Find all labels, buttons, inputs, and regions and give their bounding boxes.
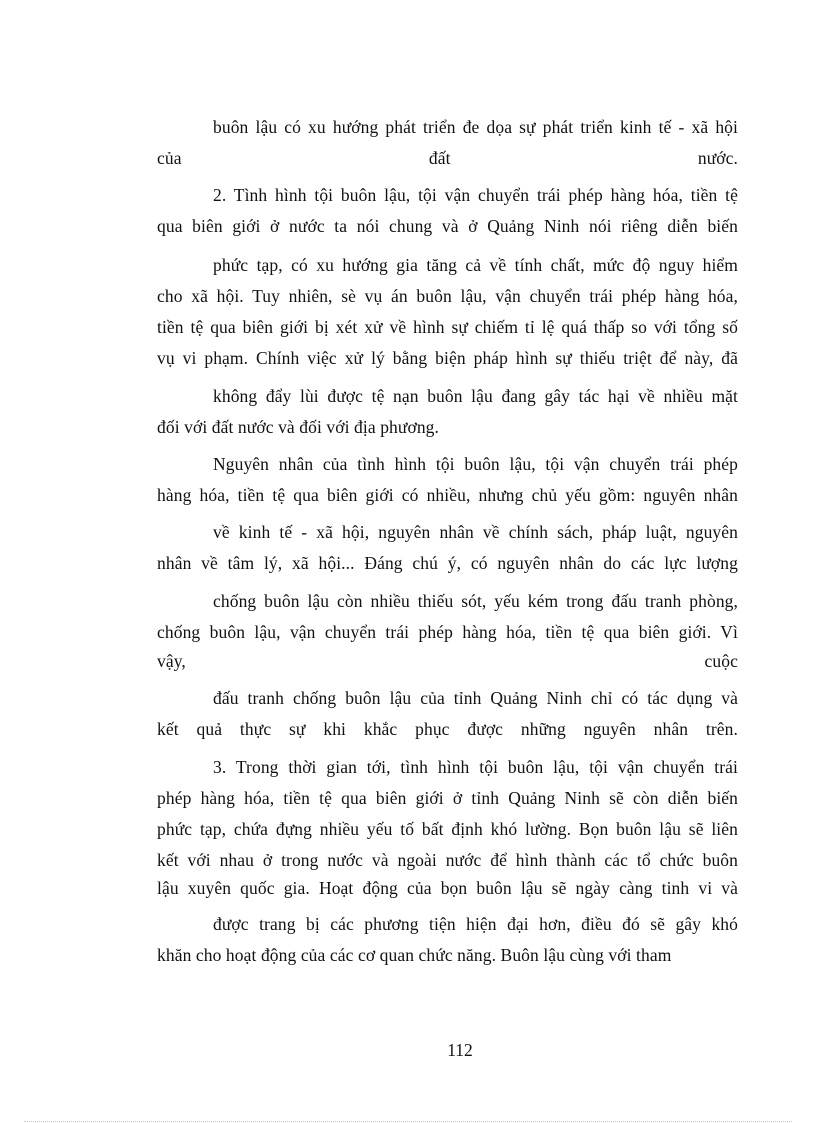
text-line: đấu tranh chống buôn lậu của tỉnh Quảng Ninh chỉ có tác dụng và	[213, 688, 738, 708]
text-line: về kinh tế - xã hội, nguyên nhân về chính sách, pháp luật, nguyên	[213, 522, 738, 542]
text-line: khăn cho hoạt động của các cơ quan chức năng. Buôn lậu cùng với tham	[157, 945, 672, 965]
text-line: qua biên giới ở nước ta nói chung và ở Quảng Ninh nói riêng diễn biến	[157, 216, 738, 236]
text-line: buôn lậu có xu hướng phát triển đe dọa sự phát triển kinh tế - xã hội	[213, 117, 738, 137]
page-number: 112	[447, 1040, 473, 1060]
page-bottom-divider	[24, 1121, 792, 1122]
text-line: Nguyên nhân của tình hình tội buôn lậu, tội vận chuyển trái phép	[213, 454, 738, 474]
text-line: phép hàng hóa, tiền tệ qua biên giới ở tỉnh Quảng Ninh sẽ còn diễn biến	[157, 788, 738, 808]
text-line: 2. Tình hình tội buôn lậu, tội vận chuyển trái phép hàng hóa, tiền tệ	[213, 185, 738, 205]
text-line: kết với nhau ở trong nước và ngoài nước để hình thành các tổ chức buôn	[157, 850, 738, 870]
text-line: lậu xuyên quốc gia. Hoạt động của bọn buôn lậu sẽ ngày càng tinh vi và	[157, 878, 738, 898]
text-line: phức tạp, có xu hướng gia tăng cả về tính chất, mức độ nguy hiểm	[213, 255, 738, 275]
text-line: không đẩy lùi được tệ nạn buôn lậu đang gây tác hại về nhiều mặt	[213, 386, 738, 406]
text-line: nhân về tâm lý, xã hội... Đáng chú ý, có nguyên nhân do các lực lượng	[157, 553, 738, 573]
text-line: kết quả thực sự khi khắc phục được những nguyên nhân trên.	[157, 719, 738, 739]
text-line: chống buôn lậu còn nhiều thiếu sót, yếu kém trong đấu tranh phòng,	[213, 591, 738, 611]
text-line: phức tạp, chứa đựng nhiều yếu tố bất định khó lường. Bọn buôn lậu sẽ liên	[157, 819, 738, 839]
text-line: cho xã hội. Tuy nhiên, sè vụ án buôn lậu, vận chuyển trái phép hàng hóa,	[157, 286, 738, 306]
text-line: hàng hóa, tiền tệ qua biên giới có nhiều, nhưng chủ yếu gồm: nguyên nhân	[157, 485, 738, 505]
text-line: của đất nước.	[157, 148, 738, 168]
text-line: tiền tệ qua biên giới bị xét xử về hình sự chiếm tỉ lệ quá thấp so với tổng số	[157, 317, 738, 337]
text-line: vậy, cuộc	[157, 651, 738, 671]
text-line: chống buôn lậu, vận chuyển trái phép hàng hóa, tiền tệ qua biên giới. Vì	[157, 622, 738, 642]
text-line: 3. Trong thời gian tới, tình hình tội buôn lậu, tội vận chuyển trái	[213, 757, 738, 777]
text-line: vụ vi phạm. Chính việc xử lý bằng biện pháp hình sự thiếu triệt để này, đã	[157, 348, 738, 368]
text-line: đối với đất nước và đối với địa phương.	[157, 417, 440, 437]
text-line: được trang bị các phương tiện hiện đại hơn, điều đó sẽ gây khó	[213, 914, 738, 934]
